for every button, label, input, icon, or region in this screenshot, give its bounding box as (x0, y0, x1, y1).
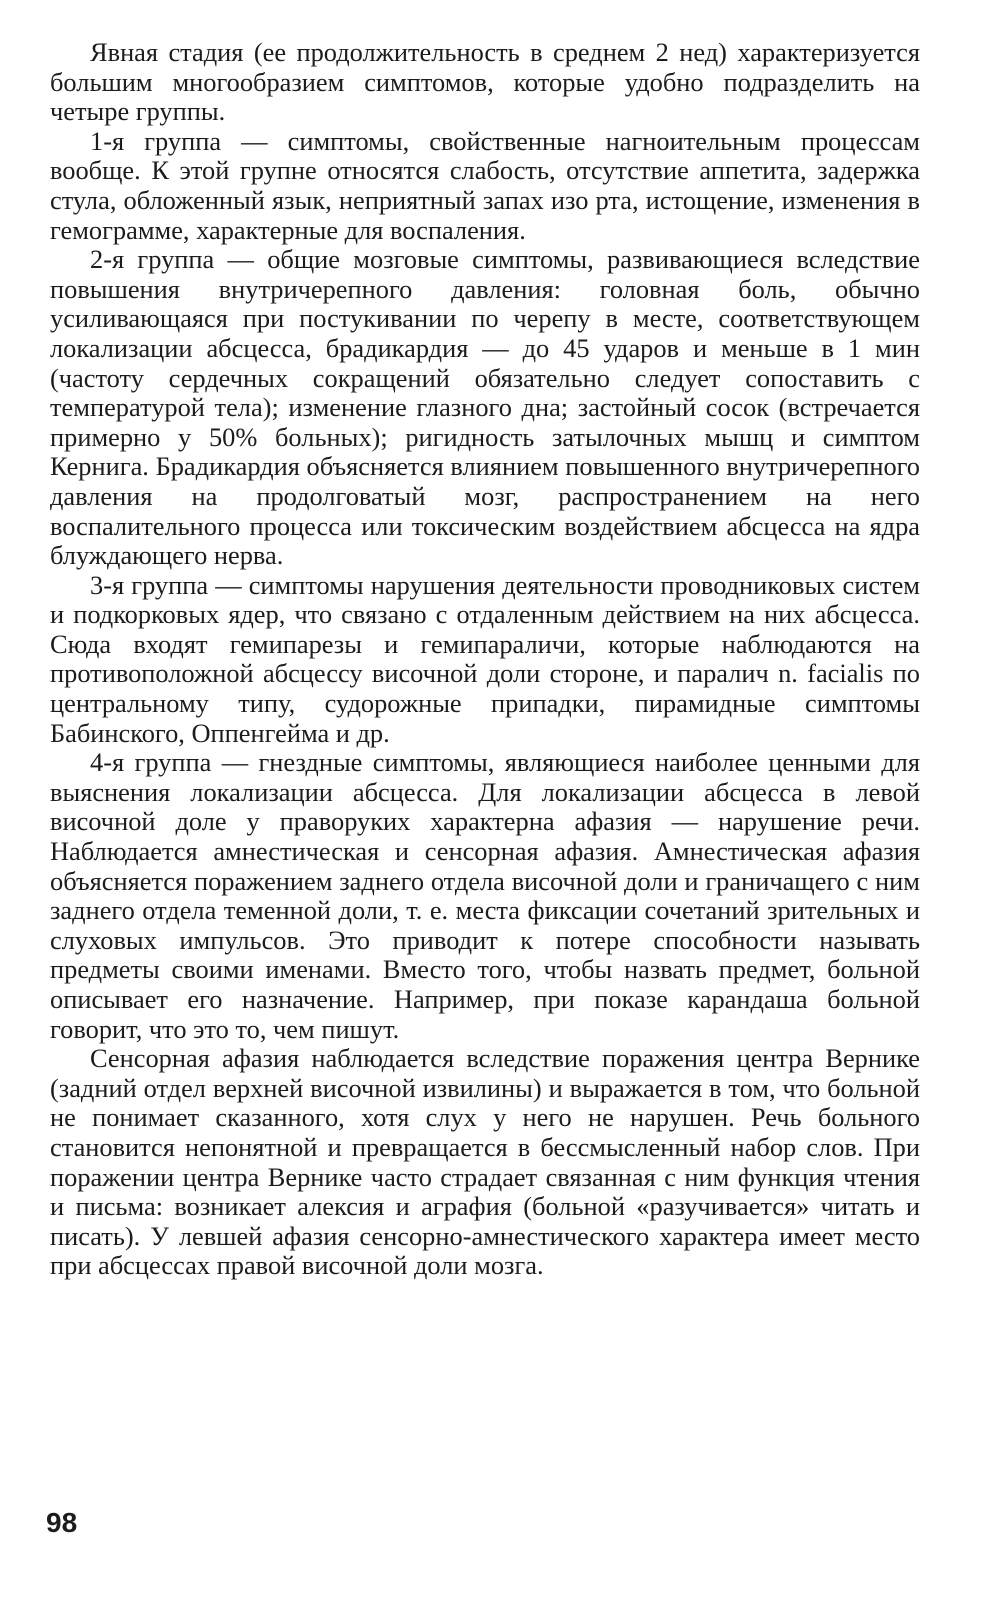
paragraph-group-2: 2-я группа — общие мозговые симптомы, развивающиеся вследствие повышения внутричерепного давления: головная боль, обычно усиливающаяся при постукивании по черепу в месте, соответствующем локализации абсцесса, брадикардия — до 45 ударов и меньше в 1 мин (частоту сердечных сокращений обязательно следует сопоставить с температурой тела); изменение глазного дна; застойный сосок (встречается примерно у 50% больных); ригидность затылочных мышц и симптом Кернига. Брадикардия объясняется влиянием повышенного внутричерепного давления на продолговатый мозг, распространением на него воспалительного процесса или токсическим воздействием абсцесса на ядра блуждающего нерва. (50, 244, 920, 571)
paragraph-group-3: 3-я группа — симптомы нарушения деятельности проводниковых систем и подкорковых ядер, что связано с отдаленным действием на них абсцесса. Сюда входят гемипарезы и гемипараличи, которые наблюдаются на противоположной абсцессу височной доли стороне, и паралич n. facialis по центральному типу, судорожные припадки, пирамидные симптомы Бабинского, Оппенгейма и др. (50, 569, 920, 748)
paragraph-overt-stage: Явная стадия (ее продолжительность в среднем 2 нед) характеризуется большим многообразием симптомов, которые удобно подразделить на четыре группы. (50, 37, 920, 127)
page-number: 98 (46, 1507, 78, 1538)
paragraph-group-4: 4-я группа — гнездные симптомы, являющиеся наиболее ценными для выяснения локализации абсцесса. Для локализации абсцесса в левой височной доле у праворуких характерна афазия — нарушение речи. Наблюдается амнестическая и сенсорная афазия. Амнестическая афазия объясняется поражением заднего отдела височной доли и граничащего с ним заднего отдела теменной доли, т. е. места фиксации сочетаний зрительных и слуховых импульсов. Это приводит к потере способности называть предметы своими именами. Вместо того, чтобы назвать предмет, больной описывает его назначение. Например, при показе карандаша больной говорит, что это то, чем пишут. (50, 747, 920, 1044)
paragraph-sensory-aphasia: Сенсорная афазия наблюдается вследствие поражения центра Вернике (задний отдел верхней височной извилины) и выражается в том, что больной не понимает сказанного, хотя слух у него не нарушен. Речь больного становится непонятной и превращается в бессмысленный набор слов. При поражении центра Вернике часто страдает связанная с ним функция чтения и письма: возникает алексия и аграфия (больной «разучивается» читать и писать). У левшей афазия сенсорно-амнестического характера имеет место при абсцессах правой височной доли мозга. (50, 1043, 920, 1281)
paragraph-group-1: 1-я группа — симптомы, свойственные нагноительным процессам вообще. К этой групне относятся слабость, отсутствие аппетита, задержка стула, обложенный язык, неприятный запах изо рта, истощение, изменения в гемограмме, характерные для воспаления. (50, 125, 920, 245)
page-text (50, 38, 920, 1281)
